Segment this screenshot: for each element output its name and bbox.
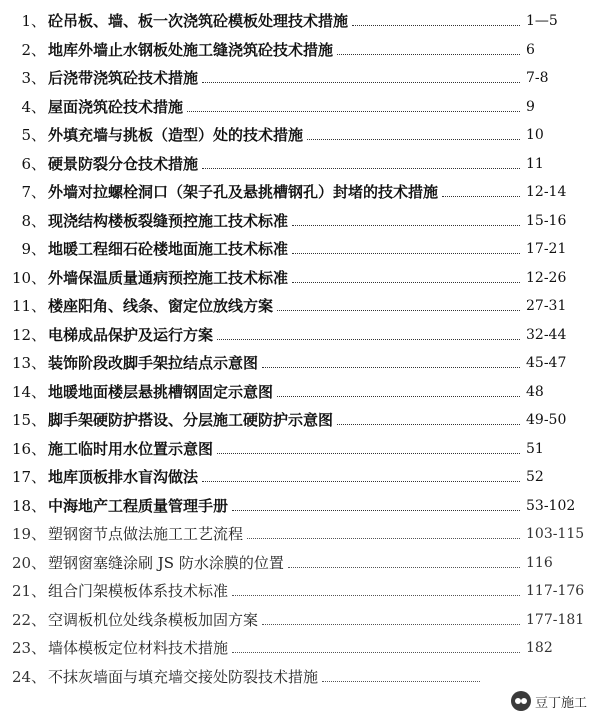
wechat-logo-icon xyxy=(511,691,531,711)
toc-entry-page: 17-21 xyxy=(526,241,567,257)
toc-entry-page: 12-14 xyxy=(526,184,567,200)
toc-entry-number: 21、 xyxy=(12,582,47,600)
toc-entry-number: 17、 xyxy=(12,468,47,486)
toc-dot-leader xyxy=(307,139,520,140)
toc-entry-number: 14、 xyxy=(12,382,47,401)
toc-entry xyxy=(0,236,605,262)
toc-dot-leader xyxy=(288,567,520,568)
watermark-text: 豆丁施工 xyxy=(534,695,587,711)
toc-entry-number: 12、 xyxy=(12,325,47,344)
toc-entry-page: 51 xyxy=(526,440,544,457)
toc-dot-leader xyxy=(337,54,520,55)
toc-entry-page: 32-44 xyxy=(526,326,567,343)
toc-entry-title: 地库外墙止水钢板处施工缝浇筑砼技术措施 xyxy=(48,40,334,59)
toc-entry-number: 2、 xyxy=(21,40,46,59)
toc-entry xyxy=(0,265,605,291)
toc-dot-leader xyxy=(262,367,520,368)
toc-entry xyxy=(0,293,605,319)
toc-entry-number: 4、 xyxy=(21,97,46,116)
toc-entry-page: 7-8 xyxy=(526,70,549,86)
toc-entry xyxy=(0,464,605,490)
toc-entry-title: 外墙保温质量通病预控施工技术标准 xyxy=(48,268,289,287)
toc-entry xyxy=(0,635,605,661)
toc-dot-leader xyxy=(322,681,480,682)
toc-entry-title: 外填充墙与挑板（造型）处的技术措施 xyxy=(48,126,304,144)
toc-entry-title: 地暖地面楼层悬挑槽钢固定示意图 xyxy=(48,382,274,401)
toc-entry-page: 45-47 xyxy=(526,355,567,371)
toc-entry-title: 后浇带浇筑砼技术措施 xyxy=(48,69,199,87)
toc-entry-page: 10 xyxy=(526,127,544,143)
toc-entry-page: 53-102 xyxy=(526,497,576,514)
toc-entry-number: 7、 xyxy=(21,183,46,201)
toc-entry-page: 117-176 xyxy=(526,583,585,599)
toc-dot-leader xyxy=(292,253,520,254)
toc-dot-leader xyxy=(337,424,520,425)
toc-entry-number: 5、 xyxy=(21,126,46,144)
toc-entry xyxy=(0,208,605,234)
toc-entry xyxy=(0,8,605,34)
toc-entry-title: 中海地产工程质量管理手册 xyxy=(48,496,229,515)
toc-dot-leader xyxy=(232,595,520,596)
toc-entry-page: 52 xyxy=(526,469,544,485)
toc-entry xyxy=(0,493,605,519)
toc-entry-number: 22、 xyxy=(12,610,47,629)
toc-dot-leader xyxy=(442,196,520,197)
toc-entry-title: 屋面浇筑砼技术措施 xyxy=(48,97,184,116)
toc-entry xyxy=(0,322,605,348)
toc-dot-leader xyxy=(202,168,520,169)
toc-entry-number: 8、 xyxy=(21,211,46,230)
toc-entry xyxy=(0,122,605,148)
toc-entry-page: 116 xyxy=(526,554,553,571)
toc-entry-title: 楼座阳角、线条、窗定位放线方案 xyxy=(48,297,274,315)
toc-entry-page: 103-115 xyxy=(526,526,585,542)
toc-entry xyxy=(0,664,605,690)
toc-entry xyxy=(0,65,605,91)
toc-entry-number: 10、 xyxy=(12,268,47,287)
toc-dot-leader xyxy=(232,652,520,653)
toc-entry-number: 15、 xyxy=(12,411,47,429)
toc-entry-title: 砼吊板、墙、板一次浇筑砼模板处理技术措施 xyxy=(48,12,349,30)
toc-entry-title: 墙体模板定位材料技术措施 xyxy=(48,639,229,657)
toc-entry xyxy=(0,607,605,633)
toc-entry-title: 不抹灰墙面与填充墙交接处防裂技术措施 xyxy=(48,667,319,686)
toc-entry-title: 施工临时用水位置示意图 xyxy=(48,439,214,458)
toc-entry xyxy=(0,436,605,462)
toc-entry-page: 15-16 xyxy=(526,212,567,229)
toc-entry-number: 13、 xyxy=(12,354,47,372)
watermark xyxy=(507,689,591,713)
toc-entry-number: 24、 xyxy=(12,667,47,686)
toc-entry-title: 空调板机位处线条模板加固方案 xyxy=(48,610,259,629)
toc-entry-title: 脚手架硬防护搭设、分层施工硬防护示意图 xyxy=(48,411,334,429)
toc-dot-leader xyxy=(202,481,520,482)
toc-entry xyxy=(0,151,605,177)
toc-dot-leader xyxy=(292,225,520,226)
toc-entry-page: 6 xyxy=(526,41,535,58)
toc-entry-number: 11、 xyxy=(12,297,47,315)
toc-dot-leader xyxy=(277,310,520,311)
toc-entry-number: 3、 xyxy=(21,69,46,87)
toc-dot-leader xyxy=(202,82,520,83)
toc-entry-page: 12-26 xyxy=(526,269,567,286)
toc-entry-number: 16、 xyxy=(12,439,47,458)
toc-entry-title: 塑钢窗节点做法施工工艺流程 xyxy=(48,525,244,543)
toc-entry-number: 20、 xyxy=(12,553,47,572)
toc-entry xyxy=(0,179,605,205)
toc-dot-leader xyxy=(217,339,520,340)
toc-entry xyxy=(0,578,605,604)
toc-entry xyxy=(0,521,605,547)
toc-entry-page: 182 xyxy=(526,640,553,656)
toc-entry-title: 电梯成品保护及运行方案 xyxy=(48,325,214,344)
toc-entry-title: 装饰阶段改脚手架拉结点示意图 xyxy=(48,354,259,372)
toc-entry-page: 177-181 xyxy=(526,611,585,628)
toc-entry xyxy=(0,350,605,376)
toc-dot-leader xyxy=(262,624,520,625)
toc-entry-page: 1—5 xyxy=(526,13,558,29)
toc-dot-leader xyxy=(277,396,520,397)
toc-entry-title: 硬景防裂分仓技术措施 xyxy=(48,154,199,173)
toc-dot-leader xyxy=(247,538,520,539)
toc-entry-number: 9、 xyxy=(21,240,46,258)
toc-entry-title: 地库顶板排水盲沟做法 xyxy=(48,468,199,486)
toc-entry xyxy=(0,37,605,63)
toc-entry-title: 外墙对拉螺栓洞口（架子孔及悬挑槽钢孔）封堵的技术措施 xyxy=(48,183,439,201)
toc-dot-leader xyxy=(232,510,520,511)
toc-entry-page: 11 xyxy=(526,155,544,172)
toc-entry-number: 18、 xyxy=(12,496,47,515)
toc-entry xyxy=(0,379,605,405)
toc-entry-title: 组合门架模板体系技术标准 xyxy=(48,582,229,600)
toc-entry-page: 48 xyxy=(526,383,544,400)
toc-entry-title: 地暖工程细石砼楼地面施工技术标准 xyxy=(48,240,289,258)
toc-entry-page: 49-50 xyxy=(526,412,567,428)
toc-entry xyxy=(0,407,605,433)
toc-entry-title: 塑钢窗塞缝涂刷 JS 防水涂膜的位置 xyxy=(48,553,284,572)
toc-entry-title: 现浇结构楼板裂缝预控施工技术标准 xyxy=(48,211,289,230)
toc-entry xyxy=(0,94,605,120)
toc-dot-leader xyxy=(292,282,520,283)
toc-entry-number: 1、 xyxy=(21,12,46,30)
toc-entry-page: 9 xyxy=(526,98,535,115)
toc-entry-page: 27-31 xyxy=(526,298,567,314)
toc-entry-number: 6、 xyxy=(21,154,46,173)
toc-entry-number: 19、 xyxy=(12,525,47,543)
toc-entry xyxy=(0,550,605,576)
toc-entry-number: 23、 xyxy=(12,639,47,657)
toc-dot-leader xyxy=(217,453,520,454)
toc-dot-leader xyxy=(187,111,520,112)
toc-dot-leader xyxy=(352,25,520,26)
